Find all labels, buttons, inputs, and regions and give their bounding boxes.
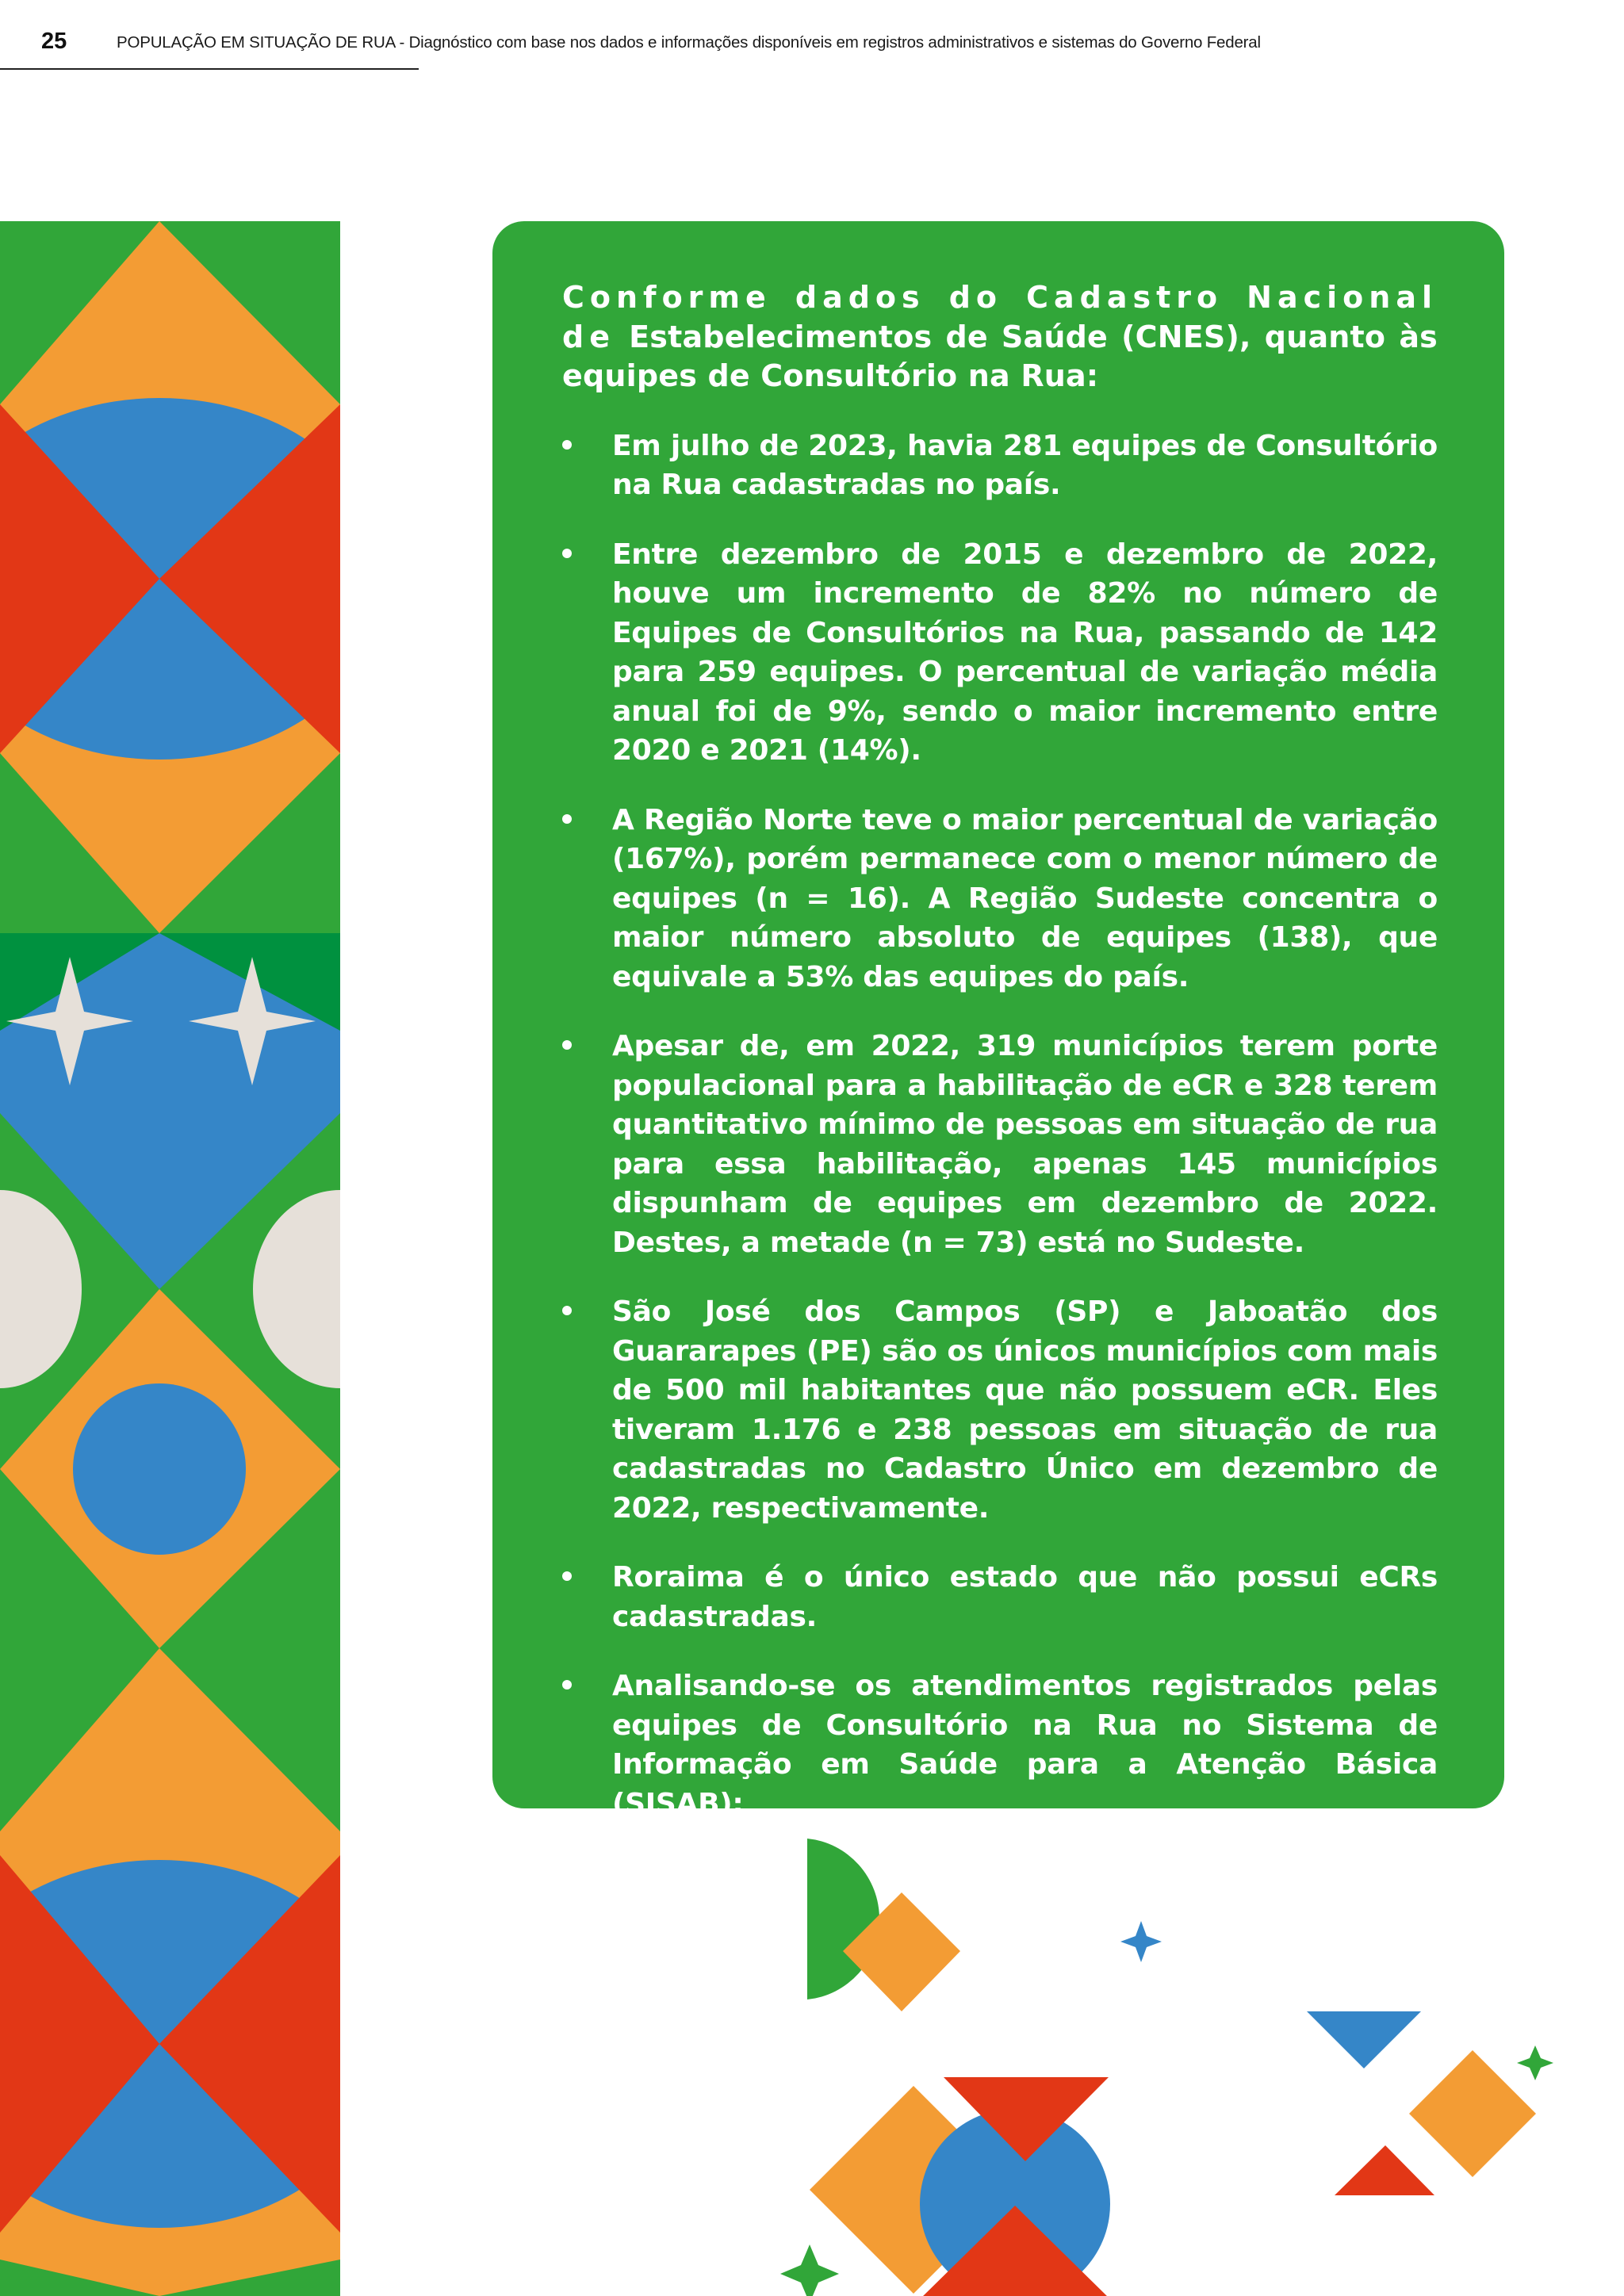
- list-item-text: Entre dezembro de 2015 e dezembro de 2022, houve um incremento de 82% no número de Equipes de Consultórios na Rua, passando de 142 para 259 equipes. O percentual de variação média anual foi de 9%, sendo o maior incremento entre 2020 e 2021 (14%).: [612, 538, 1438, 767]
- list-item: [562, 1027, 1438, 1262]
- header-divider: [0, 68, 419, 70]
- list-item: [562, 535, 1438, 771]
- list-item-text: Roraima é o único estado que não possui eCRs cadastradas.: [612, 1561, 1438, 1633]
- half-circle-icon: [807, 1839, 879, 1999]
- bullet-icon: [562, 440, 572, 450]
- intro-line-rest: Estabelecimentos de Saúde (CNES), quanto às equipes de Consultório na Rua:: [562, 319, 1438, 393]
- diamond-icon: [843, 1892, 960, 2011]
- sparkle-icon: [1120, 1921, 1162, 1962]
- sparkle-icon: [1517, 2045, 1553, 2080]
- running-title: POPULAÇÃO EM SITUAÇÃO DE RUA - Diagnóstico com base nos dados e informações disponíveis em registros administrativos e sistemas do Governo Federal: [117, 33, 1261, 52]
- info-card: [492, 221, 1504, 1820]
- page-number: 25: [41, 29, 67, 54]
- intro-paragraph: [562, 278, 1438, 396]
- bullet-icon: [562, 1571, 572, 1581]
- list-item: [562, 1667, 1438, 1823]
- findings-list: [562, 427, 1438, 1824]
- triangle-up-icon: [920, 2206, 1110, 2296]
- bullet-icon: [562, 1040, 572, 1050]
- triangle-down-icon: [944, 2077, 1109, 2161]
- bullet-icon: [562, 1680, 572, 1689]
- diamond-icon: [810, 2086, 1017, 2294]
- list-item: [562, 427, 1438, 505]
- bullet-icon: [562, 1306, 572, 1315]
- page-header: [0, 0, 1624, 79]
- triangle-up-icon: [1335, 2145, 1434, 2195]
- geometric-pattern-icon: [0, 221, 340, 2296]
- intro-line-1: Conforme dados do Cadastro Nacional de: [562, 280, 1438, 354]
- list-item-text: São José dos Campos (SP) e Jaboatão dos Guararapes (PE) são os únicos municípios com mais de 500 mil habitantes que não possuem eCR. Eles tiveram 1.176 e 238 pessoas em situação de rua cadastradas no Cadastro Único em dezembro de 2022, respectivamente.: [612, 1295, 1438, 1525]
- list-item: [562, 1558, 1438, 1636]
- bullet-icon: [562, 549, 572, 558]
- circle-icon: [920, 2109, 1110, 2296]
- triangle-down-icon: [1307, 2011, 1421, 2068]
- list-item: [562, 1292, 1438, 1528]
- diamond-icon: [1409, 2050, 1536, 2177]
- list-item-text: Analisando-se os atendimentos registrados pelas equipes de Consultório na Rua no Sistema de Informação em Saúde para a Atenção Básica (SISAB):: [612, 1670, 1438, 1820]
- decorative-pattern-panel: [0, 221, 340, 2296]
- sparkle-icon: [780, 2244, 839, 2296]
- list-item: [562, 801, 1438, 997]
- list-item-text: A Região Norte teve o maior percentual de variação (167%), porém permanece com o menor número de equipes (n = 16). A Região Sudeste concentra o maior número absoluto de equipes (138), que equivale a 53% das equipes do país.: [612, 803, 1438, 993]
- list-item-text: Apesar de, em 2022, 319 municípios terem porte populacional para a habilitação de eCR e 328 terem quantitativo mínimo de pessoas em situação de rua para essa habilitação, apenas 145 municípios dispunham de equipes em dezembro de 2022. Destes, a metade (n = 73) está no Sudeste.: [612, 1030, 1438, 1259]
- list-item-text: Em julho de 2023, havia 281 equipes de Consultório na Rua cadastradas no país.: [612, 429, 1438, 501]
- bullet-icon: [562, 814, 572, 824]
